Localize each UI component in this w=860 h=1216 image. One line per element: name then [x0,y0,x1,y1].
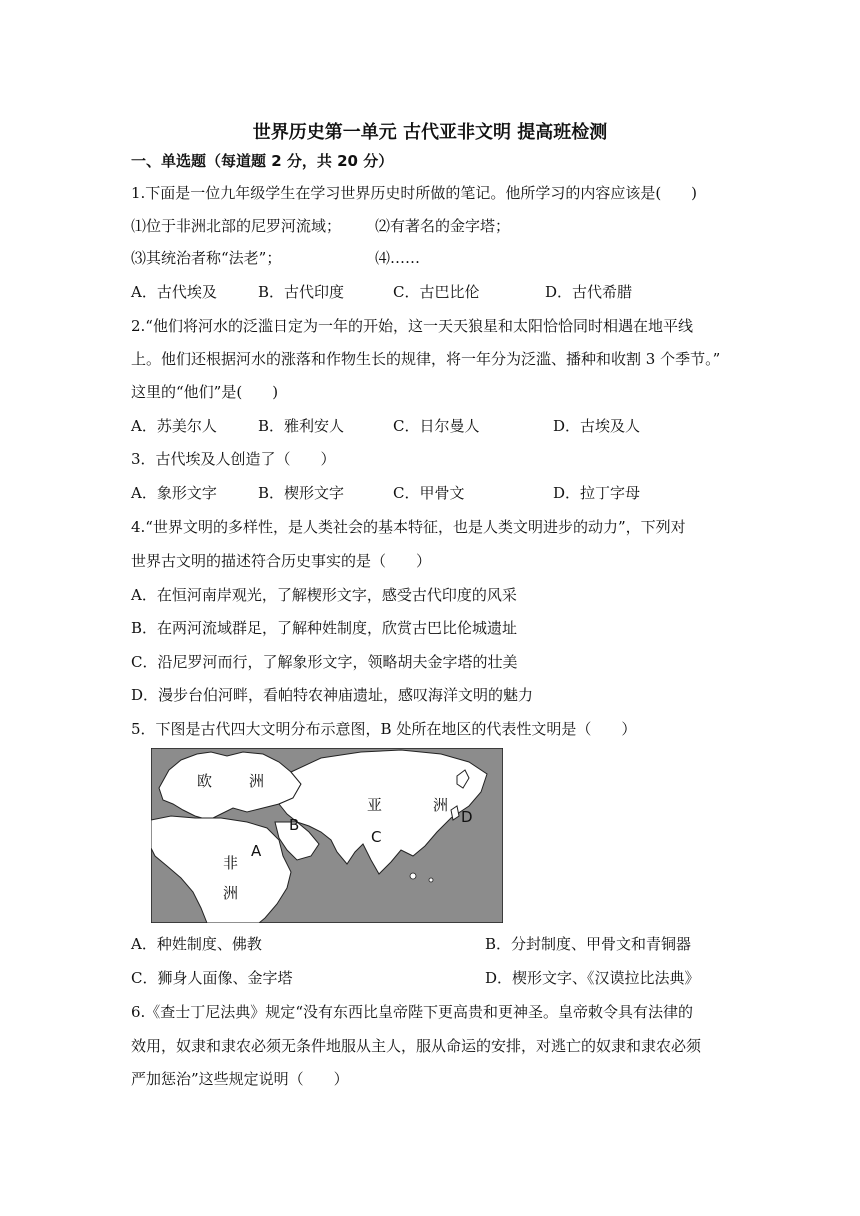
q1-option-d: D．古代希腊 [545,283,633,301]
page-title: 世界历史第一单元 古代亚非文明 提高班检测 [252,122,608,143]
map-label-europe: 欧 [197,772,213,790]
ancient-civilizations-map [151,748,503,923]
map-label-africa: 洲 [223,884,239,902]
map-marker-c: C [371,828,382,846]
q5-option-d: D．楔形文字、《汉谟拉比法典》 [485,969,700,987]
section-heading: 一、单选题（每道题 2 分，共 20 分） [131,152,394,170]
q1-option-c: C．古巴比伦 [393,283,480,301]
q5-stem: 5．下图是古代四大文明分布示意图，B 处所在地区的代表性文明是（ ） [131,720,637,738]
q2-stem-line: 上。他们还根据河水的涨落和作物生长的规律，将一年分为泛滥、播种和收割 3 个季节。” [131,350,721,368]
q1-note: ⑶其统治者称“法老”； [131,249,282,267]
q1-option-b: B．古代印度 [258,283,345,301]
q4-stem-line: 世界古文明的描述符合历史事实的是（ ） [131,552,432,570]
q2-option-b: B．雅利安人 [258,417,345,435]
map-label-europe: 洲 [249,772,265,790]
q6-stem-line: 6.《查士丁尼法典》规定“没有东西比皇帝陛下更高贵和更神圣。皇帝敕令具有法律的 [131,1003,693,1021]
map-marker-b: B [289,816,300,834]
q5-option-a: A．种姓制度、佛教 [131,935,262,953]
q3-option-a: A．象形文字 [131,484,217,502]
map-label-africa: 非 [223,854,239,872]
q3-stem: 3．古代埃及人创造了（ ） [131,450,336,468]
q4-stem-line: 4.“世界文明的多样性，是人类社会的基本特征，也是人类文明进步的动力”，下列对 [131,518,686,536]
q1-note: ⑷…… [375,249,421,267]
q2-option-d: D．古埃及人 [553,417,641,435]
q2-option-c: C．日尔曼人 [393,417,480,435]
q4-option-a: A．在恒河南岸观光，了解楔形文字，感受古代印度的风采 [131,586,517,604]
map-label-asia: 亚 [367,796,383,814]
q6-stem-line: 效用，奴隶和隶农必须无条件地服从主人，服从命运的安排，对逃亡的奴隶和隶农必须 [131,1037,702,1055]
map-marker-d: D [461,808,473,826]
q5-option-c: C．狮身人面像、金字塔 [131,969,293,987]
q5-option-b: B．分封制度、甲骨文和青铜器 [485,935,692,953]
q1-note: ⑴位于非洲北部的尼罗河流域； [131,217,342,235]
q3-option-b: B．楔形文字 [258,484,345,502]
q1-note: ⑵有著名的金字塔； [375,217,511,235]
q4-option-d: D．漫步台伯河畔，看帕特农神庙遗址，感叹海洋文明的魅力 [131,686,534,704]
q1-stem: 1.下面是一位九年级学生在学习世界历史时所做的笔记。他所学习的内容应该是( ) [131,184,698,202]
q1-option-a: A．古代埃及 [131,283,217,301]
q4-option-c: C．沿尼罗河而行，了解象形文字，领略胡夫金字塔的壮美 [131,653,518,671]
q3-option-c: C．甲骨文 [393,484,465,502]
q6-stem-line: 严加惩治”这些规定说明（ ） [131,1070,349,1088]
q2-option-a: A．苏美尔人 [131,417,217,435]
q2-stem-line: 这里的“他们”是( ) [131,383,279,401]
q2-stem-line: 2.“他们将河水的泛滥日定为一年的开始，这一天天狼星和太阳恰恰同时相遇在地平线 [131,317,693,335]
map-label-asia: 洲 [433,796,449,814]
q3-option-d: D．拉丁字母 [553,484,641,502]
q4-option-b: B．在两河流域群足，了解种姓制度，欣赏古巴比伦城遗址 [131,619,518,637]
map-marker-a: A [251,842,262,860]
